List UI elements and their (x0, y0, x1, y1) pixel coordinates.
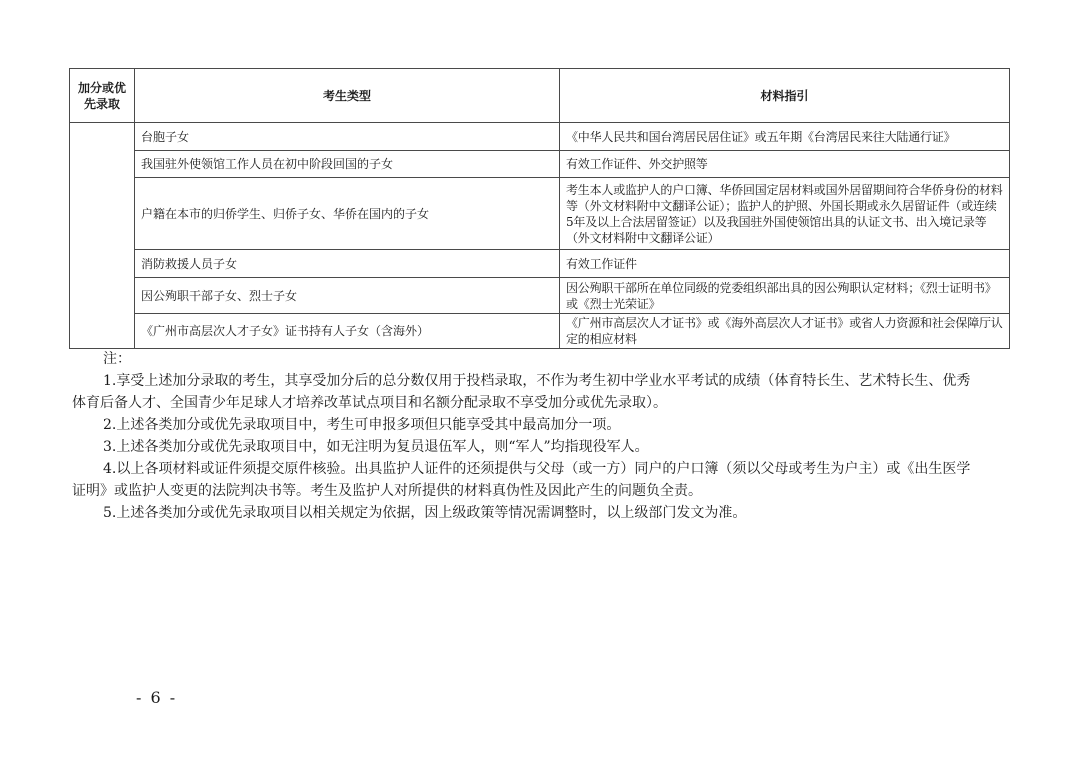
row-materials: 《中华人民共和国台湾居民居住证》或五年期《台湾居民来往大陆通行证》 (560, 123, 1010, 151)
table-row (70, 278, 1010, 314)
table-row (70, 250, 1010, 278)
table-row (70, 123, 1010, 151)
row-type: 《广州市高层次人才子女》证书持有人子女（含海外） (135, 314, 560, 349)
header-candidate-type: 考生类型 (135, 69, 560, 123)
row-materials: 有效工作证件、外交护照等 (560, 151, 1010, 178)
note-item: 1.享受上述加分录取的考生，其享受加分后的总分数仅用于投档录取，不作为考生初中学业水平考试的成绩（体育特长生、艺术特长生、优秀体育后备人才、全国青少年足球人才培养改革试点项目和名额分配录取不享受加分或优先录取）。 (72, 373, 971, 411)
bonus-merged-cell (70, 123, 135, 349)
table-row (70, 314, 1010, 349)
row-type: 户籍在本市的归侨学生、归侨子女、华侨在国内的子女 (135, 178, 560, 250)
policy-table (69, 68, 1010, 349)
row-type: 因公殉职干部子女、烈士子女 (135, 278, 560, 314)
row-materials: 考生本人或监护人的户口簿、华侨回国定居材料或国外居留期间符合华侨身份的材料等（外文材料附中文翻译公证）；监护人的护照、外国长期或永久居留证件（或连续5年及以上合法居留签证）以及我国驻外国使领馆出具的认证文书、出入境记录等（外文材料附中文翻译公证） (560, 178, 1010, 250)
page-number: - 6 - (136, 688, 178, 707)
notes-section (72, 348, 972, 524)
table-row (70, 178, 1010, 250)
row-materials: 因公殉职干部所在单位同级的党委组织部出具的因公殉职认定材料；《烈士证明书》或《烈士光荣证》 (560, 278, 1010, 314)
header-materials: 材料指引 (560, 69, 1010, 123)
note-item: 3.上述各类加分或优先录取项目中，如无注明为复员退伍军人，则“军人”均指现役军人。 (103, 439, 649, 455)
notes-heading: 注： (103, 351, 131, 367)
row-type: 我国驻外使领馆工作人员在初中阶段回国的子女 (135, 151, 560, 178)
row-materials: 《广州市高层次人才证书》或《海外高层次人才证书》或省人力资源和社会保障厅认定的相应材料 (560, 314, 1010, 349)
note-item: 2.上述各类加分或优先录取项目中，考生可申报多项但只能享受其中最高加分一项。 (103, 417, 621, 433)
row-type: 台胞子女 (135, 123, 560, 151)
note-item: 4.以上各项材料或证件须提交原件核验。出具监护人证件的还须提供与父母（或一方）同户的户口簿（须以父母或考生为户主）或《出生医学证明》或监护人变更的法院判决书等。考生及监护人对所提供的材料真伪性及因此产生的问题负全责。 (72, 461, 971, 499)
row-materials: 有效工作证件 (560, 250, 1010, 278)
table-header-row (70, 69, 1010, 123)
header-bonus: 加分或优先录取 (70, 69, 135, 123)
row-type: 消防救援人员子女 (135, 250, 560, 278)
table-row (70, 151, 1010, 178)
note-item: 5.上述各类加分或优先录取项目以相关规定为依据，因上级政策等情况需调整时，以上级部门发文为准。 (103, 505, 747, 521)
